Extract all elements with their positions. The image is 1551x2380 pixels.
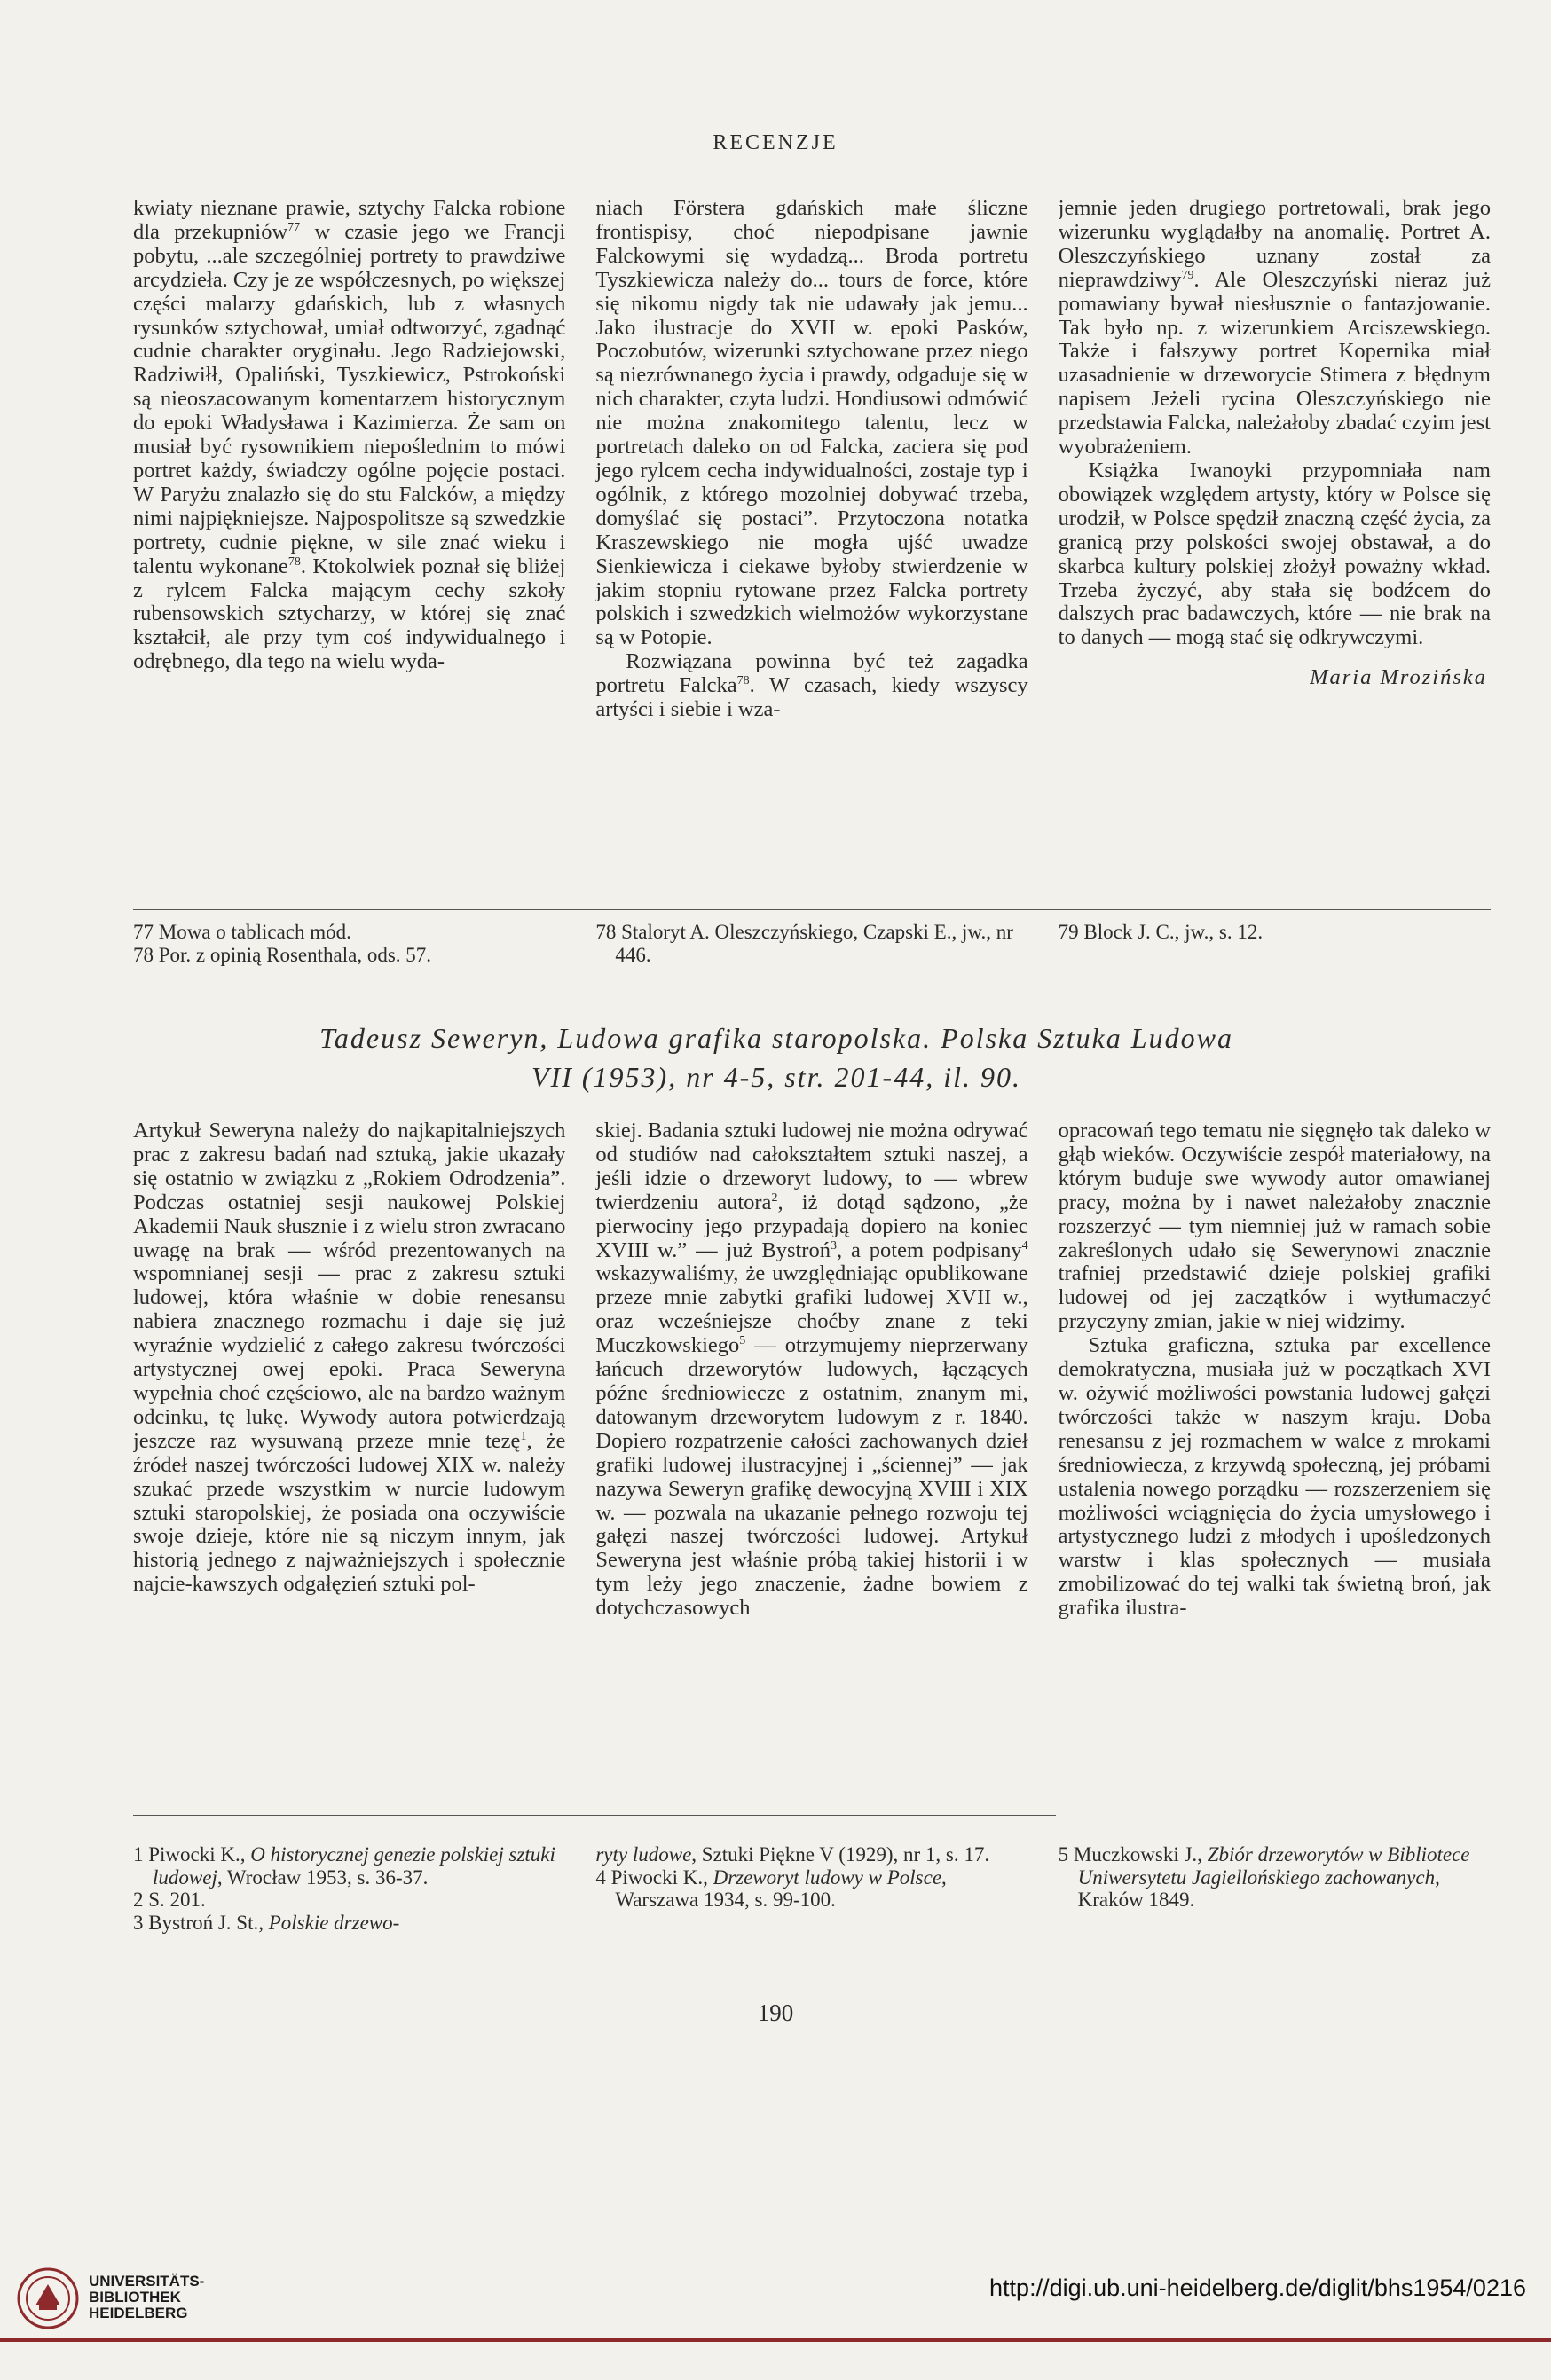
running-head: RECENZJE	[713, 131, 838, 154]
text-run: kwiaty nieznane prawie, sztychy Falcka robione dla przekupniów	[133, 197, 566, 244]
footnote-marker: 79	[1181, 268, 1194, 282]
footnote	[595, 1866, 1027, 1912]
footnote-marker: 2	[771, 1190, 778, 1205]
footnote-run: Zbiór drzeworytów w Bibliotece Uniwersytetu Jagiellońskiego zachowanych	[1077, 1843, 1470, 1889]
review-heading-line-2: VII (1953), nr 4-5, str. 201-44, il. 90.	[531, 1061, 1021, 1093]
paragraph	[1059, 1334, 1491, 1621]
text-run: Artykuł Seweryna należy do najkapitalniejszych prac z zakresu badań nad sztuką, jakie ukazały się ostatnio w związku z „Rokiem Odrodzenia”. Podczas ostatniej sesji naukowej Polskiej Akademii Nauk słusznie i z wielu stron zwracano uwagę na brak — wśród prezentowanych na wspomnianej sesji — prac z zakresu sztuki ludowej, która właśnie w dobie renesansu nabiera znacznego rozmachu i daje się już wyraźnie wydzielić z całego zakresu twórczości artystycznej owej epoki. Praca Seweryna wypełnia choć częściowo, ale na bardzo ważnym odcinku, tę lukę. Wywody autora potwierdzają jeszcze raz wysuwaną przeze mnie tezę	[133, 1119, 566, 1453]
top-notes-col-2	[595, 921, 1027, 966]
footnote-marker: 78	[287, 554, 301, 569]
bottom-footnotes	[133, 1843, 1491, 1934]
library-name-line-2: BIBLIOTHEK	[89, 2289, 181, 2305]
review-heading	[177, 1018, 1375, 1096]
university-seal-icon	[16, 2266, 80, 2330]
text-run: . Ale Oleszczyński nieraz już pomawiany bywał niesłusznie o fantazjowanie. Tak było np. z wizerunkiem Arciszewskiego. Także i fałszywy portret Kopernika miał uzasadnienie w drzeworycie Stimera z błędnym napisem Jeżeli rycina Oleszczyńskiego nie przedstawia Falcka, należałoby zbadać czyim jest wyobrażeniem.	[1058, 267, 1491, 460]
text-run: , że źródeł naszej twórczości ludowej XIX w. należy szukać przede wszystkim w nurcie ludowym sztuki staropolskiej, że posiada ona oczywiście swoje dzieje, które nie są niczym innym, jak historią jednego z najważniejszych i społecznie najcie-kawszych odgałęzień sztuki pol-	[133, 1428, 566, 1597]
review-heading-line-1: Tadeusz Seweryn, Ludowa grafika staropolska. Polska Sztuka Ludowa	[319, 1022, 1233, 1054]
text-run: wskazywaliśmy, że uwzględniając opublikowane przeze mnie zabytki grafiki ludowej XVII w., oraz wcześniejsze choćby znane z teki Muczkowskiego	[595, 1261, 1028, 1358]
bottom-notes-col-2	[595, 1843, 1027, 1934]
footnote-marker: 1	[520, 1429, 527, 1443]
footnote-run: 4 Piwocki K.,	[595, 1866, 713, 1889]
library-name-line-3: HEIDELBERG	[89, 2305, 188, 2321]
top-column-2	[595, 197, 1027, 722]
footnote-run: O historycznej genezie polskiej sztuki ludowej	[153, 1843, 555, 1889]
top-footnotes	[133, 921, 1491, 966]
top-notes-col-3	[1059, 921, 1491, 966]
footnote-run: 5 Muczkowski J.,	[1058, 1843, 1208, 1866]
text-run: , a potem podpisany	[836, 1237, 1022, 1262]
paragraph	[1059, 1119, 1491, 1334]
footnote: 78 Por. z opinią Rosenthala, ods. 57.	[133, 943, 432, 966]
library-name-line-1: UNIVERSITÄTS-	[89, 2273, 205, 2290]
footnote-run: 2 S. 201.	[133, 1889, 206, 1911]
bottom-column-2	[595, 1119, 1027, 1621]
footnote-marker: 78	[736, 673, 750, 687]
bottom-notes-col-1	[133, 1843, 565, 1934]
footnote: 79 Block J. C., jw., s. 12.	[1058, 921, 1264, 943]
text-run: jemnie jeden drugiego portretowali, brak jego wizerunku wyglądałby na anomalię. Portret A. Oleszczyńskiego uznany został za nieprawdziwy	[1058, 197, 1491, 292]
footnote	[133, 1889, 565, 1912]
paragraph	[1059, 197, 1491, 460]
footnote-run: ryty ludowe	[595, 1843, 692, 1866]
footnote-rule-bottom	[133, 1815, 1056, 1816]
paragraph	[133, 197, 565, 674]
footnote	[1059, 1843, 1491, 1912]
footnote-marker: 77	[287, 220, 301, 234]
library-name	[89, 2274, 204, 2321]
top-column-1	[133, 197, 565, 722]
text-run: skiej. Badania sztuki ludowej nie można odrywać od studiów nad całokształtem sztuki naszej, a jeśli idzie o drzeworyt ludowy, to — wbrew twierdzeniu autora	[595, 1119, 1028, 1214]
top-column-3	[1059, 197, 1491, 722]
text-run: . Ktokolwiek poznał się bliżej z rylcem Falcka mającym cechy szkoły rubensowskich sztycharzy, w której się znać kształcił, ale przy tym coś indywidualnego i odrębnego, dla tego na wielu wyda-	[133, 554, 566, 674]
bottom-column-3	[1059, 1119, 1491, 1621]
page-number: 190	[757, 1999, 794, 2026]
bottom-column-1	[133, 1119, 565, 1621]
footnote-run: , Warszawa 1934, s. 99-100.	[615, 1866, 947, 1911]
footnote-rule-top	[133, 909, 1491, 910]
footnote-run: Drzeworyt ludowy w Polsce	[713, 1866, 942, 1889]
text-run: Rozwiązana powinna być też zagadka portretu Falcka	[595, 649, 1028, 698]
bottom-notes-col-3	[1059, 1843, 1491, 1934]
footnote	[133, 1912, 565, 1935]
text-run: niach Förstera gdańskich małe śliczne frontispisy, choć niepodpisane jawnie Falckowymi się wydadzą... Broda portretu Tyszkiewicza należy do... tours de force, które się nikomu nigdy tak nie udawały jak jemu... Jako ilustracje do XVII w. epoki Pasków, Poczobutów, wizerunki sztychowane przez niego są niezrównanego życia i prawdy, odgaduje się w nich charakter, czyta ludzi. Hondiusowi odmówić nie można znakomitego talentu, lecz w portretach daleko on od Falcka, zaciera się pod jego rylcem cecha indywidualności, zostaje typ i ogólnik, z którego mozolniej dobywać trzeba, domyślać się postaci”. Przytoczona notatka Kraszewskiego nie mogła ujść uwadze Sienkiewicza i ciekawe byłoby stwierdzenie w jakim stopniu rytowane przez Falcka portrety polskich i szwedzkich wielmożów wykorzystane są w Potopie.	[595, 197, 1028, 650]
footnote	[133, 1843, 565, 1889]
top-notes-col-1	[133, 921, 565, 966]
footnote-run: Polskie drzewo-	[268, 1911, 400, 1934]
bottom-body	[133, 1119, 1491, 1621]
footnote-run: , Sztuki Piękne V (1929), nr 1, s. 17.	[691, 1843, 990, 1866]
footnote-run: , Wrocław 1953, s. 36-37.	[217, 1866, 429, 1889]
paragraph	[1059, 460, 1491, 650]
footnote-marker: 5	[739, 1334, 746, 1347]
text-run: opracowań tego tematu nie sięgnęło tak daleko w głąb wieków. Oczywiście zespół materiałowy, na którym buduje swe wywody autor omawianej pracy, można by i nawet należałoby znacznie rozszerzyć — tym niemniej już w ramach sobie zakreślonych udało się Sewerynowi znacznie trafniej przedstawić dzieje polskiej grafiki ludowej od jej zaczątków i wytłumaczyć przyczyny zmian, jakie w niej widzimy.	[1058, 1119, 1491, 1334]
footnote: 77 Mowa o tablicach mód.	[133, 921, 351, 943]
footnote	[595, 1843, 1027, 1866]
footnote-run: , Kraków 1849.	[1077, 1866, 1440, 1911]
footnote-marker: 3	[830, 1238, 837, 1253]
footnote: 78 Staloryt A. Oleszczyńskiego, Czapski E., jw., nr 446.	[595, 921, 1013, 966]
review-signature: Maria Mrozińska	[1310, 665, 1487, 690]
digital-object-url[interactable]: http://digi.ub.uni-heidelberg.de/diglit/bhs1954/0216	[989, 2274, 1526, 2301]
text-run: — otrzymujemy nieprzerwany łańcuch drzeworytów ludowych, łączących późne średniowiecze z ostatnim, znanym mi, datowanym drzeworytem ludowym z r. 1840. Dopiero rozpatrzenie całości zachowanych dzieł grafiki ludowej ilustracyjnej i „ściennej” — jak nazywa Seweryn grafikę dewocyjną XVIII i XIX w. — pozwala na ukazanie pełnego rozwoju tej gałęzi naszej twórczości ludowej. Artykuł Seweryna jest właśnie próbą takiej historii i w tym leży jego znaczenie, żadne bowiem z dotychczasowych	[595, 1333, 1028, 1621]
footnote-run: 1 Piwocki K.,	[133, 1843, 251, 1866]
paragraph	[595, 197, 1027, 650]
paragraph	[595, 1119, 1027, 1621]
paragraph	[595, 650, 1027, 722]
paragraph	[133, 1119, 565, 1597]
text-run: w czasie jego we Francji pobytu, ...ale szczególniej portrety to prawdziwe arcydzieła. Czy je ze współczesnych, po większej części malarzy gdańskich, lub z własnych rysunków sztychował, umiał odtworzyć, zgadnąć cudnie charakter oryginału. Jego Radziejowski, Radziwiłł, Opaliński, Tyszkiewicz, Pstrokoński są nieoszacowanym komentarzem historycznym do epoki Władysława i Kazimierza. Że sam on musiał być rysownikiem niepoślednim to mówi portret każdy, świadczy ogólne pojęcie postaci. W Paryżu znalazło się do stu Falcków, a między nimi najpiękniejsze. Najpospolitsze są szwedzkie portrety, cudnie piękne, w sile znać wieku i talentu wykonane	[133, 219, 566, 578]
text-run: Książka Iwanoyki przypomniała nam obowiązek względem artysty, który w Polsce się urodził, w Polsce spędził znaczną część życia, za granicą przy polskości swojej obstawał, a do skarbca kultury polskiej złożył poważny wkład. Trzeba życzyć, aby stała się bodźcem do dalszych prac badawczych, które — nie brak na to danych — mogą stać się odkrywczymi.	[1058, 458, 1491, 650]
footnote-marker: 4	[1021, 1238, 1028, 1253]
top-body	[133, 197, 1491, 722]
text-run: , iż dotąd sądzono, „że pierwociny jego przypadają dopiero na koniec XVIII w.” — już Bystroń	[595, 1190, 1028, 1262]
text-run: Sztuka graficzna, sztuka par excellence demokratyczna, musiała już w początkach XVI w. ożywić możliwości powstania ludowej gałęzi twórczości także w naszym kraju. Doba renesansu z jej rozmachem w walce z mrokami średniowiecza, z krzywdą społeczną, jej próbami ustalenia nowego porządku — rozszerzeniem się możliwości wciągnięcia do życia umysłowego i artystycznego ludzi z młodych i upośledzonych warstw i klas społecznych — musiała zmobilizować do tej walki tak świetną broń, jak grafika ilustra-	[1058, 1333, 1491, 1621]
footer-accent-bar	[0, 2338, 1551, 2342]
text-run: . W czasach, kiedy wszyscy artyści i siebie i wza-	[595, 673, 1028, 722]
footnote-run: 3 Bystroń J. St.,	[133, 1911, 269, 1934]
top-column-3-text	[1059, 197, 1491, 650]
